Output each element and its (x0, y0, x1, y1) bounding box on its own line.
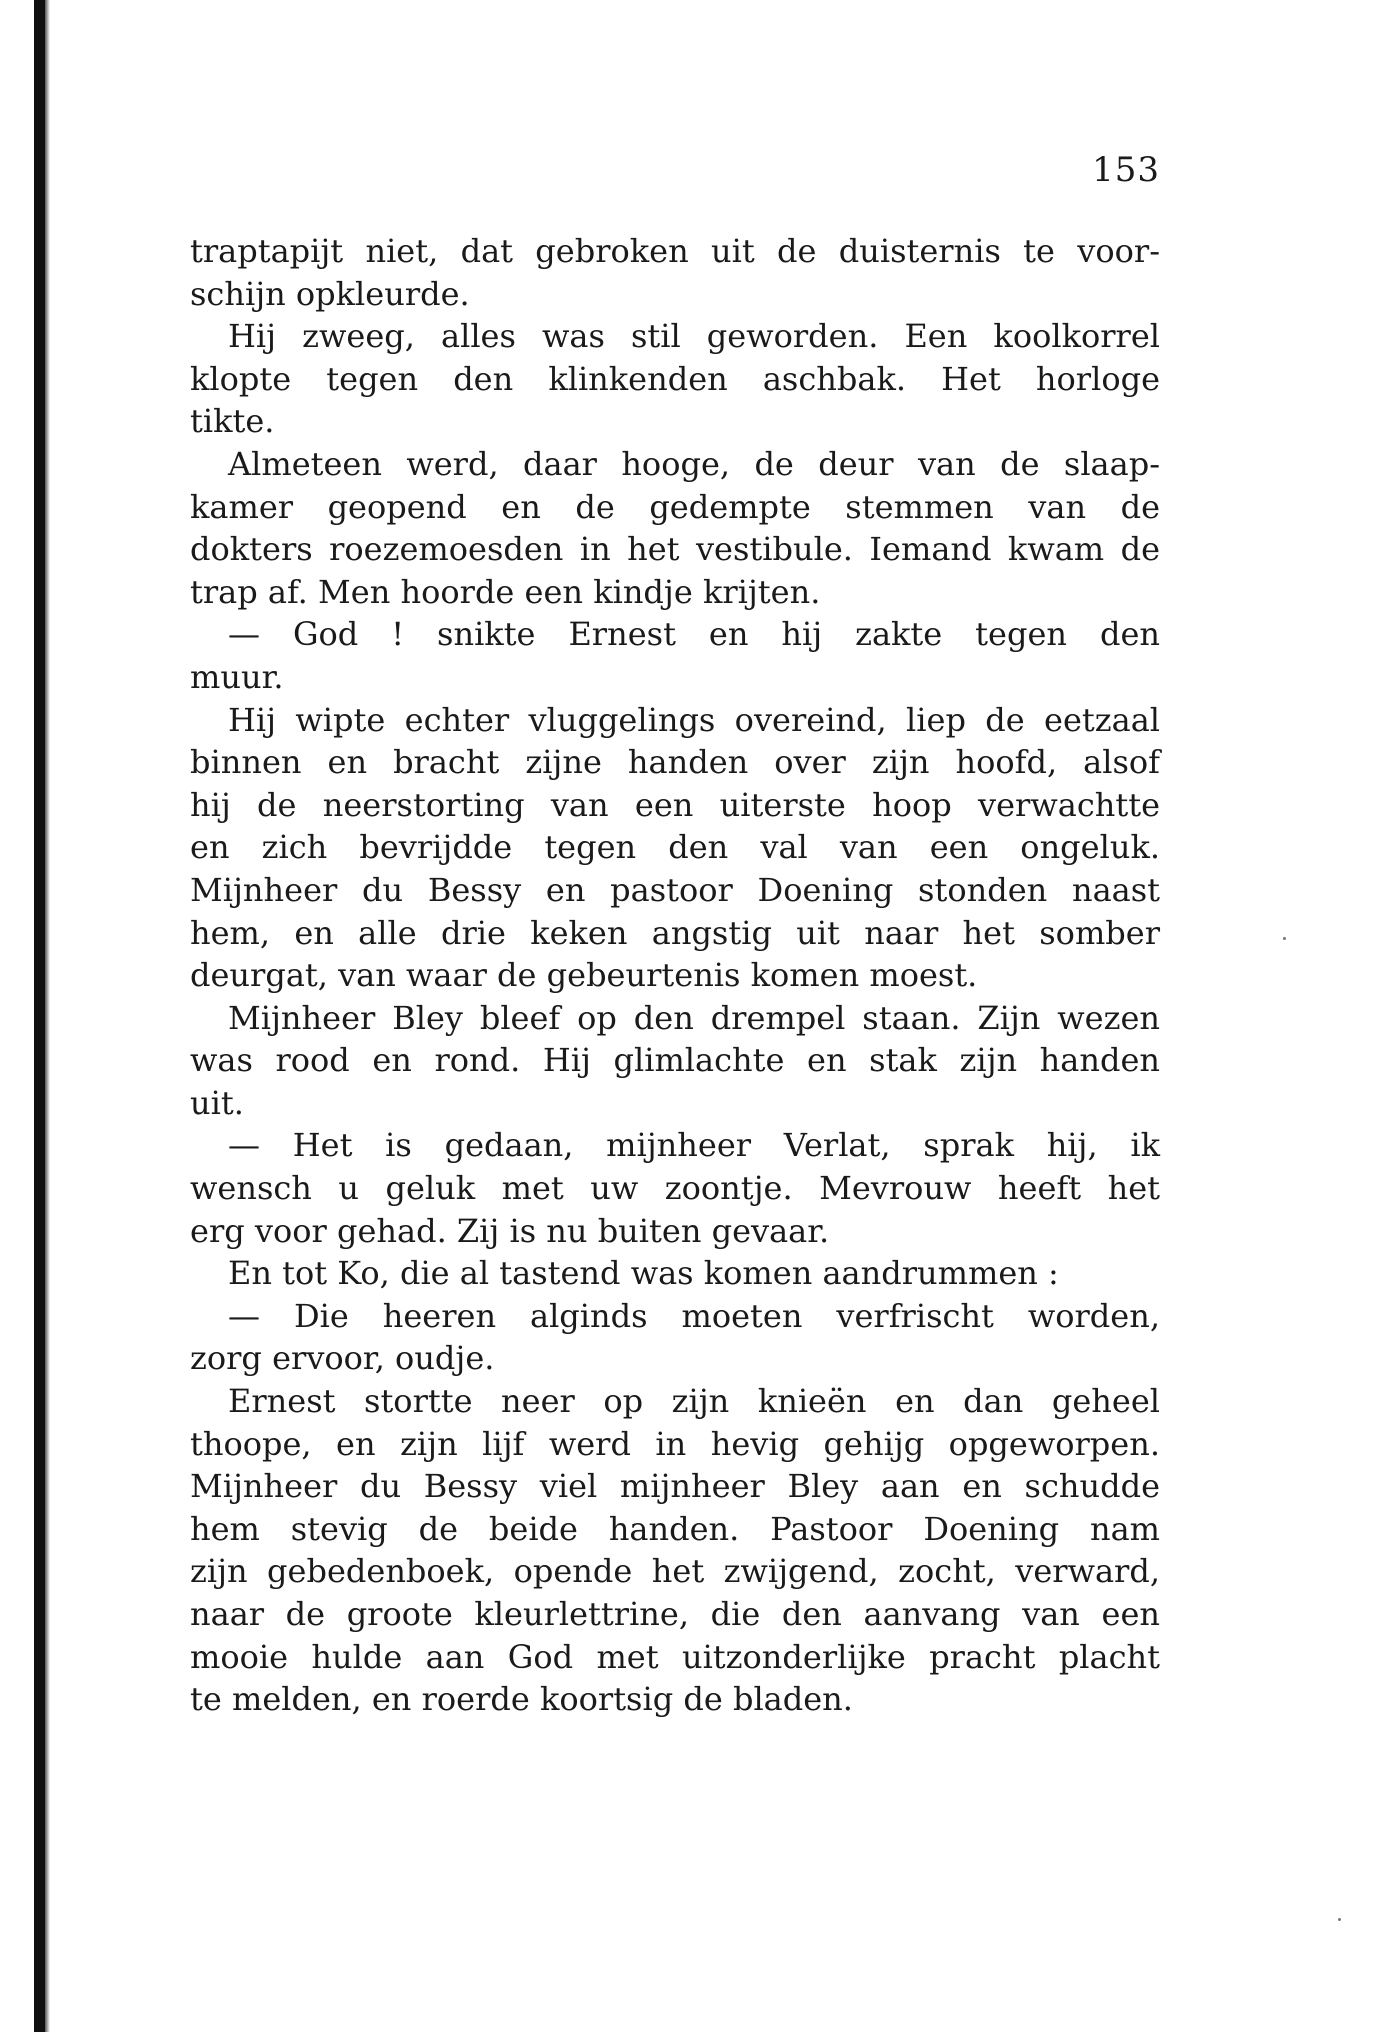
text-line: Almeteen werd, daar hooge, de deur van de slaap- (228, 444, 1160, 483)
text-line: muur. (190, 657, 284, 696)
body-text (190, 230, 1160, 1721)
text-line: schijn opkleurde. (190, 274, 470, 313)
text-line: — Het is gedaan, mijnheer Verlat, sprak hij, ik (228, 1126, 1160, 1165)
text-line: dokters roezemoesden in het vestibule. Iemand kwam de (190, 530, 1160, 569)
text-line: Mijnheer Bley bleef op den drempel staan. Zijn wezen (228, 998, 1160, 1037)
text-line: zijn gebedenboek, opende het zwijgend, zocht, verward, (190, 1552, 1160, 1591)
paper-speck (1283, 937, 1286, 940)
text-line: naar de groote kleurlettrine, die den aanvang van een (190, 1595, 1160, 1633)
text-line: Hij wipte echter vluggelings overeind, liep de eetzaal (228, 700, 1160, 739)
text-line: hij de neerstorting van een uiterste hoop verwachtte (190, 785, 1160, 824)
text-line: thoope, en zijn lijf werd in hevig gehijg opgeworpen. (190, 1424, 1160, 1463)
text-line: Mijnheer du Bessy en pastoor Doening stonden naast (190, 870, 1160, 909)
text-line: erg voor gehad. Zij is nu buiten gevaar. (190, 1211, 830, 1250)
text-line: Ernest stortte neer op zijn knieën en dan geheel (228, 1382, 1160, 1421)
text-line: traptapijt niet, dat gebroken uit de duisternis te voor- (190, 232, 1160, 270)
text-line: — God ! snikte Ernest en hij zakte tegen den (228, 615, 1160, 654)
text-line: Mijnheer du Bessy viel mijnheer Bley aan en schudde (190, 1467, 1160, 1506)
text-line: — Die heeren alginds moeten verfrischt worden, (228, 1296, 1160, 1335)
page-binding-shadow (45, 0, 50, 2032)
page-binding-edge (34, 0, 45, 2032)
text-line: wensch u geluk met uw zoontje. Mevrouw heeft het (190, 1169, 1160, 1208)
text-line: en zich bevrijdde tegen den val van een ongeluk. (190, 828, 1160, 867)
text-line: binnen en bracht zijne handen over zijn hoofd, alsof (190, 743, 1160, 782)
text-line: hem, en alle drie keken angstig uit naar het somber (190, 913, 1160, 952)
text-line: tikte. (190, 402, 275, 441)
text-line: zorg ervoor, oudje. (190, 1339, 495, 1378)
page-number: 153 (1092, 150, 1160, 190)
text-line: deurgat, van waar de gebeurtenis komen moest. (190, 956, 978, 995)
text-line: uit. (190, 1083, 244, 1122)
text-line: hem stevig de beide handen. Pastoor Doening nam (190, 1509, 1160, 1548)
text-line: kamer geopend en de gedempte stemmen van de (190, 487, 1160, 526)
text-line: te melden, en roerde koortsig de bladen. (190, 1680, 853, 1719)
text-line: trap af. Men hoorde een kindje krijten. (190, 572, 821, 611)
text-line: En tot Ko, die al tastend was komen aandrummen : (228, 1254, 1059, 1293)
text-line: klopte tegen den klinkenden aschbak. Het horloge (190, 359, 1160, 398)
text-line: Hij zweeg, alles was stil geworden. Een koolkorrel (228, 317, 1160, 356)
text-line: was rood en rond. Hij glimlachte en stak zijn handen (190, 1041, 1160, 1080)
text-line: mooie hulde aan God met uitzonderlijke pracht placht (190, 1637, 1160, 1676)
paper-speck (1338, 1918, 1341, 1921)
